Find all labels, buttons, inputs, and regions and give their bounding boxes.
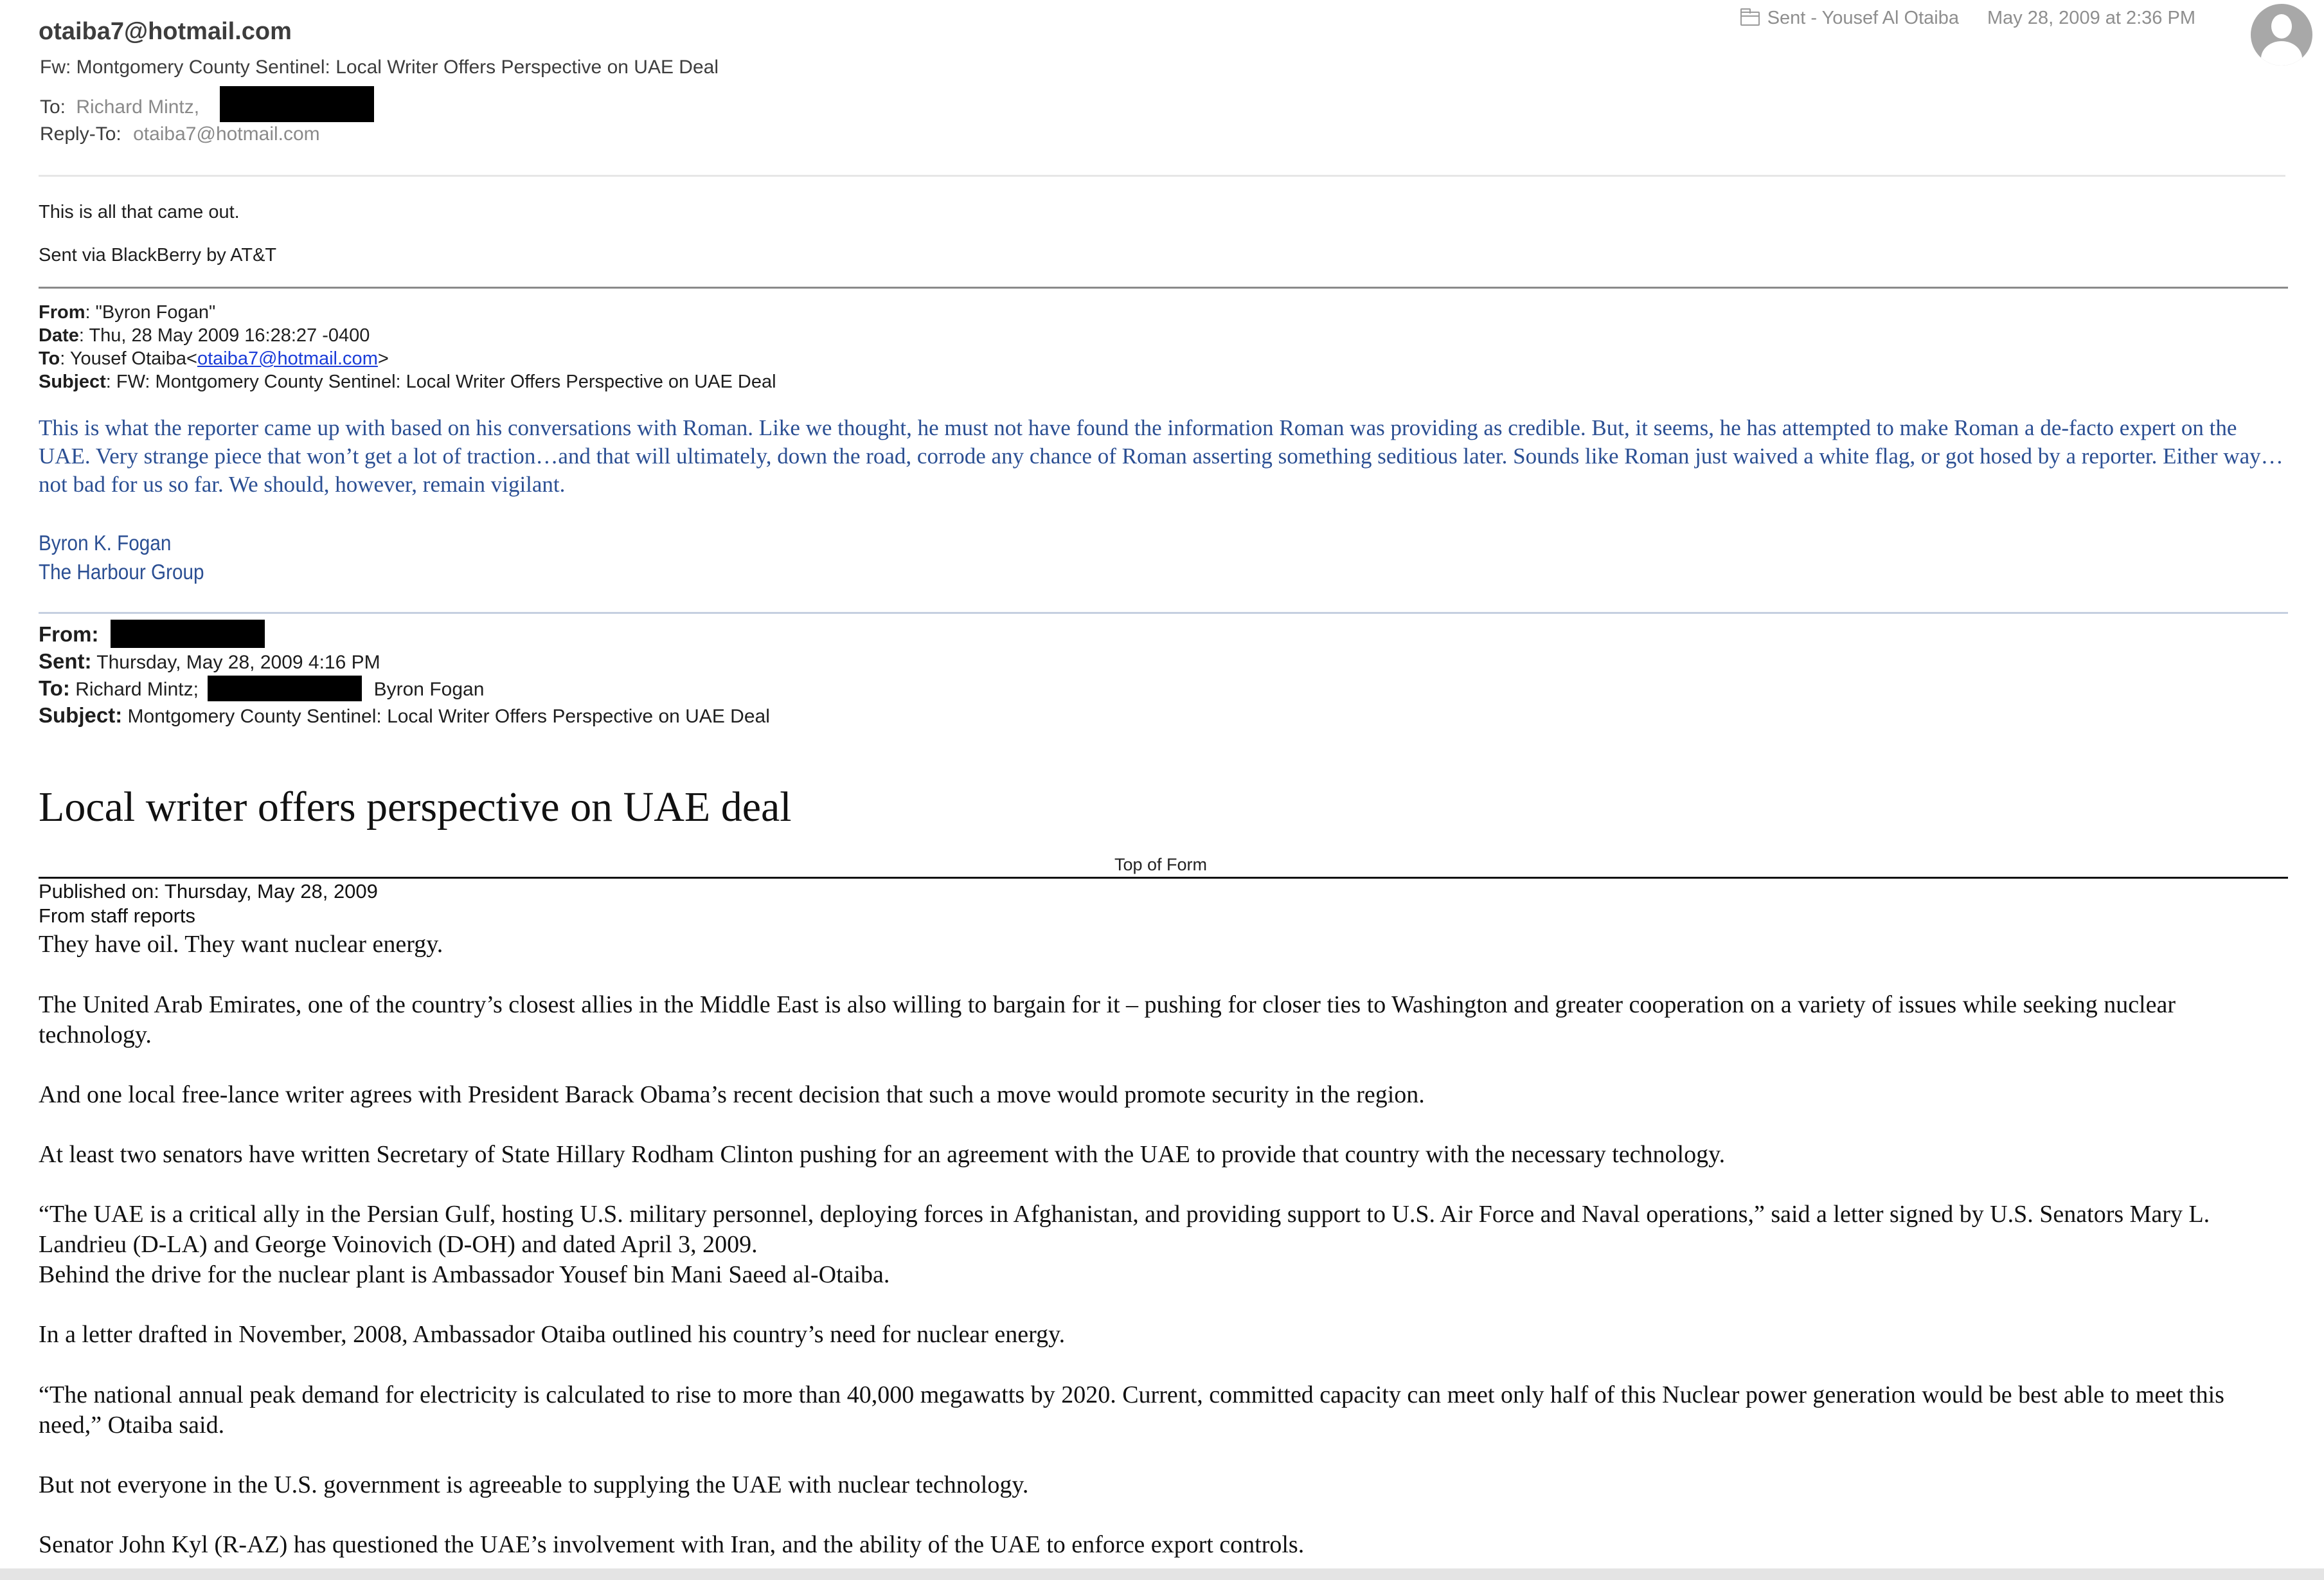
article-paragraph-10: Senator John Kyl (R-AZ) has questioned the UAE’s involvement with Iran, and the ability of the UAE to enforce export controls. xyxy=(39,1531,1305,1558)
mailbox-name[interactable]: Sent - Yousef Al Otaiba xyxy=(1767,8,1959,28)
forward-subject-label: Subject xyxy=(39,372,106,392)
orig-sent-label: Sent: xyxy=(39,649,92,673)
forward-subject-row xyxy=(39,370,776,393)
signature-name: Byron K. Fogan xyxy=(39,531,172,555)
folder-icon xyxy=(1740,12,1760,26)
forward-to-value: : Yousef Otaiba< xyxy=(60,348,197,369)
article-paragraph-6: Behind the drive for the nuclear plant is Ambassador Yousef bin Mani Saeed al-Otaiba. xyxy=(39,1261,890,1288)
article-paragraph-4: At least two senators have written Secretary of State Hillary Rodham Clinton pushing for an agreement with the UAE to provide that country with the necessary technology. xyxy=(39,1141,1726,1168)
top-of-form-label: Top of Form xyxy=(1114,855,1208,874)
orig-subject-value: Montgomery County Sentinel: Local Writer Offers Perspective on UAE Deal xyxy=(127,706,770,727)
body-line-2: Sent via BlackBerry by AT&T xyxy=(39,245,277,265)
orig-to-label: To: xyxy=(39,676,70,700)
redaction-box xyxy=(111,620,265,648)
reply-to-row xyxy=(40,123,320,145)
article-paragraph-5: “The UAE is a critical ally in the Persian Gulf, hosting U.S. military personnel, deploying forces in Afghanistan, and providing support to U.S. Air Force and Naval operations,” said a letter signed by U.S. Senators Mary L. Landrieu (D-LA) and George Voinovich (D-OH) and dated April 3, 2009. xyxy=(39,1201,2210,1258)
orig-sent-row xyxy=(39,648,380,676)
header-divider xyxy=(39,175,2285,177)
forward-date-row xyxy=(39,324,370,347)
orig-subject-label: Subject: xyxy=(39,703,123,727)
article-paragraph-8: “The national annual peak demand for electricity is calculated to rise to more than 40,000 megawatts by 2020. Current, committed capacity can meet only half of this Nuclear power generation would be best able to meet this need,” Otaiba said. xyxy=(39,1381,2224,1439)
orig-from-label: From: xyxy=(39,622,99,646)
redaction-box xyxy=(208,676,362,701)
byline: From staff reports xyxy=(39,904,196,927)
article-paragraph-1: They have oil. They want nuclear energy. xyxy=(39,931,443,958)
to-row xyxy=(40,90,374,126)
forward-from-row xyxy=(39,301,215,324)
forward-date-label: Date xyxy=(39,325,79,346)
forward-to-label: To xyxy=(39,348,60,369)
article-paragraph-2: The United Arab Emirates, one of the country’s closest allies in the Middle East is also willing to bargain for it – pushing for closer ties to Washington and greater cooperation on a variety of issues while seeking nuclear technology. xyxy=(39,991,2176,1048)
user-avatar-icon xyxy=(2251,4,2312,66)
message-meta xyxy=(1740,8,2195,29)
forward-to-email-link[interactable]: otaiba7@hotmail.com xyxy=(197,348,378,369)
forward-divider xyxy=(39,287,2288,289)
form-divider xyxy=(39,877,2288,879)
message-header xyxy=(39,17,2285,158)
quote-divider xyxy=(39,612,2288,614)
reply-to-address[interactable]: otaiba7@hotmail.com xyxy=(133,123,320,145)
orig-from-row xyxy=(39,621,265,651)
forward-from-value: : "Byron Fogan" xyxy=(85,302,216,323)
body-line-1: This is all that came out. xyxy=(39,202,240,222)
forward-from-label: From xyxy=(39,302,85,323)
to-label: To: xyxy=(40,96,66,118)
orig-to-value-b: Byron Fogan xyxy=(373,679,485,700)
orig-sent-value: Thursday, May 28, 2009 4:16 PM xyxy=(96,652,380,673)
quoted-message-body: This is what the reporter came up with based on his conversations with Roman. Like we thought, he must not have found the information Roman was providing as credible. But, it seems, he has attempted to make Roman a de-facto expert on the UAE. Very strange piece that won’t get a lot of traction…and that will ultimately, down the road, corrode any chance of Roman asserting something seditious later. Sounds like Roman just waived a white flag, or got hosed by a reporter. Either way…not bad for us so far. We should, however, remain vigilant. xyxy=(39,415,2284,497)
to-recipient[interactable]: Richard Mintz, xyxy=(76,96,200,118)
orig-subject-row xyxy=(39,702,770,730)
message-subject: Fw: Montgomery County Sentinel: Local Writer Offers Perspective on UAE Deal xyxy=(40,57,719,78)
message-date: May 28, 2009 at 2:36 PM xyxy=(1987,8,2195,28)
article-paragraph-3: And one local free-lance writer agrees with President Barack Obama’s recent decision that such a move would promote security in the region. xyxy=(39,1081,1425,1108)
article-paragraph-9: But not everyone in the U.S. government is agreeable to supplying the UAE with nuclear technology. xyxy=(39,1471,1029,1498)
forward-date-value: : Thu, 28 May 2009 16:28:27 -0400 xyxy=(78,325,370,346)
published-date: Published on: Thursday, May 28, 2009 xyxy=(39,880,378,902)
reply-to-label: Reply-To: xyxy=(40,123,121,145)
redaction-box xyxy=(220,86,374,122)
forward-to-row xyxy=(39,347,389,370)
window-bottom-edge xyxy=(0,1568,2324,1580)
forward-to-close: > xyxy=(377,348,389,369)
signature-company: The Harbour Group xyxy=(39,560,204,584)
article-headline: Local writer offers perspective on UAE deal xyxy=(39,784,792,830)
article-paragraph-7: In a letter drafted in November, 2008, Ambassador Otaiba outlined his country’s need for nuclear energy. xyxy=(39,1321,1066,1348)
sender-address[interactable]: otaiba7@hotmail.com xyxy=(39,18,292,45)
orig-to-row xyxy=(39,675,484,703)
orig-to-value-a: Richard Mintz; xyxy=(75,679,199,700)
forward-subject-value: : FW: Montgomery County Sentinel: Local Writer Offers Perspective on UAE Deal xyxy=(105,372,776,392)
